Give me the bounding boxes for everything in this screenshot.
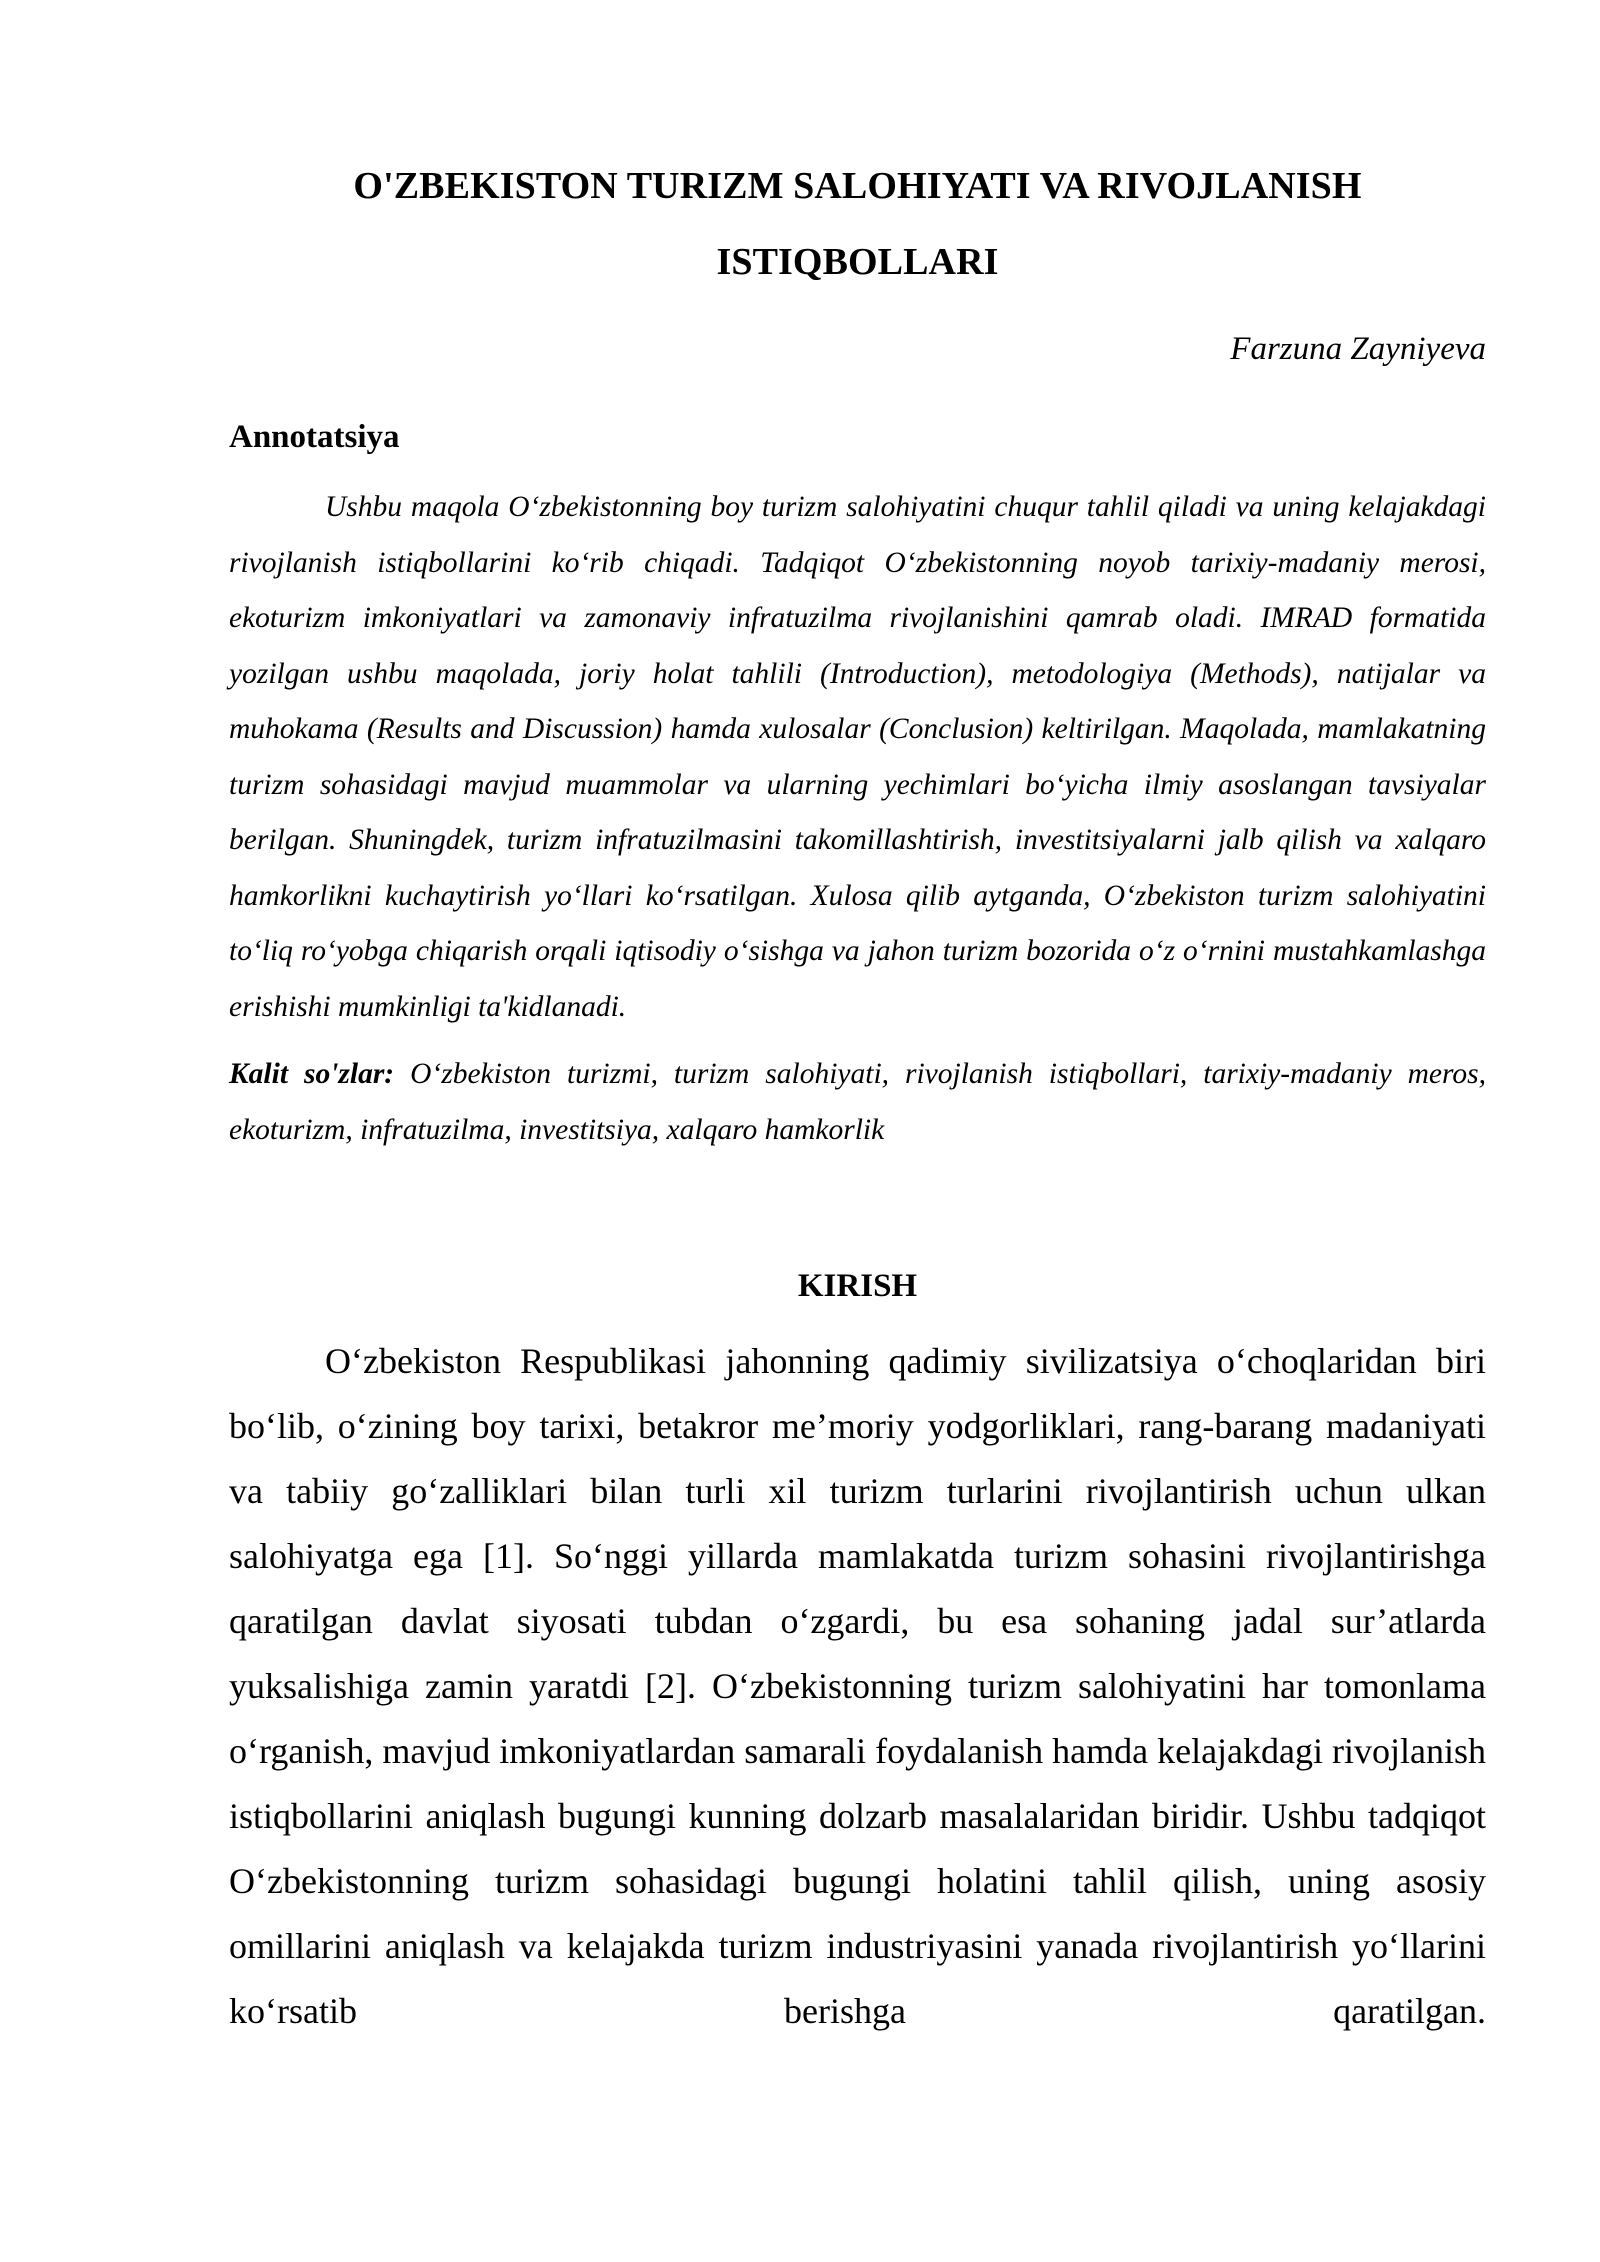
abstract-paragraph: Ushbu maqola O‘zbekistonning boy turizm salohiyatini chuqur tahlil qiladi va uning kelajakdagi rivojlanish istiqbollarini ko‘rib chiqadi. Tadqiqot O‘zbekistonning noyob tarixiy-madaniy merosi, ekoturizm imkoniyatlari va zamonaviy infratuzilma rivojlanishini qamrab oladi. IMRAD formatida yozilgan ushbu maqolada, joriy holat tahlili (Introduction), metodologiya (Methods), natijalar va muhokama (Results and Discussion) hamda xulosalar (Conclusion) keltirilgan. Maqolada, mamlakatning turizm sohasidagi mavjud muammolar va ularning yechimlari bo‘yicha ilmiy asoslangan tavsiyalar berilgan. Shuningdek, turizm infratuzilmasini takomillashtirish, investitsiyalarni jalb qilish va xalqaro hamkorlikni kuchaytirish yo‘llari ko‘rsatilgan. Xulosa qilib aytganda, O‘zbekiston turizm salohiyatini to‘liq ro‘yobga chiqarish orqali iqtisodiy o‘sishga va jahon turizm bozorida o‘z o‘rnini mustahkamlashga erishishi mumkinligi ta'kidlanadi. [229, 491, 1486, 1023]
keywords-list: O‘zbekiston turizmi, turizm salohiyati, rivojlanish istiqbollari, tarixiy-madaniy meros, ekoturizm, infratuzilma, investitsiya, xalqaro hamkorlik [229, 1058, 1487, 1146]
keywords-paragraph [229, 1047, 1486, 1158]
abstract-heading: Annotatsiya [229, 419, 400, 455]
author-name: Farzuna Zayniyeva [1230, 331, 1486, 367]
paper-title: O'ZBEKISTON TURIZM SALOHIYATI VA RIVOJLANISH ISTIQBOLLARI [353, 165, 1362, 283]
keywords-label: Kalit so'zlar: [229, 1058, 395, 1090]
page-content [229, 148, 1486, 2044]
section-heading-kirish: KIRISH [797, 1268, 918, 1304]
intro-paragraph: O‘zbekiston Respublikasi jahonning qadimiy sivilizatsiya o‘choqlaridan biri bo‘lib, o‘zining boy tarixi, betakror me’moriy yodgorliklari, rang-barang madaniyati va tabiiy go‘zalliklari bilan turli xil turizm turlarini rivojlantirish uchun ulkan salohiyatga ega [1]. So‘nggi yillarda mamlakatda turizm sohasini rivojlantirishga qaratilgan davlat siyosati tubdan o‘zgardi, bu esa sohaning jadal sur’atlarda yuksalishiga zamin yaratdi [2]. O‘zbekistonning turizm salohiyatini har tomonlama o‘rganish, mavjud imkoniyatlardan samarali foydalanish hamda kelajakdagi rivojlanish istiqbollarini aniqlash bugungi kunning dolzarb masalalaridan biridir. Ushbu tadqiqot O‘zbekistonning turizm sohasidagi bugungi holatini tahlil qilish, uning asosiy omillarini aniqlash va kelajakda turizm industriyasini yanada rivojlantirish yo‘llarini ko‘rsatib berishga qaratilgan. [229, 1341, 1486, 2031]
